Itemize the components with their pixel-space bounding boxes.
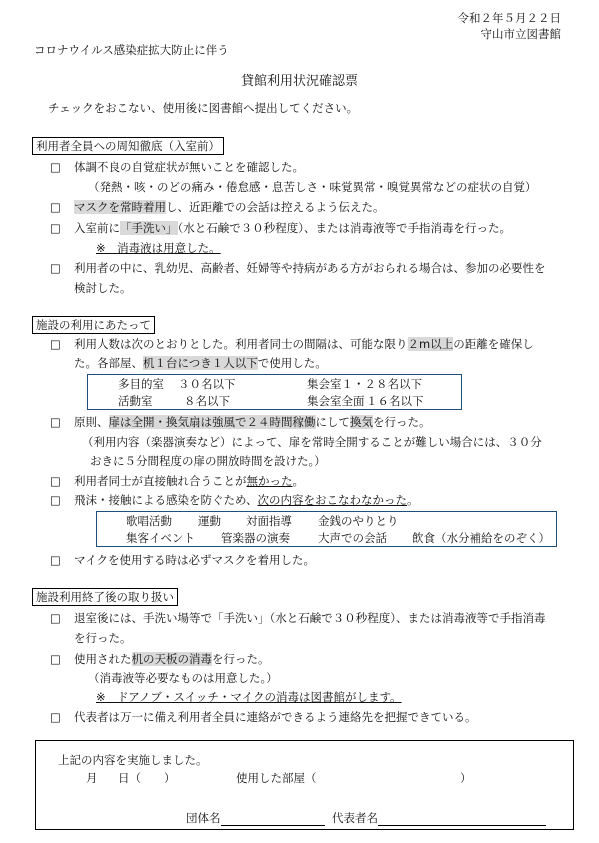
- note-text: ※ 消毒液は用意した。: [96, 241, 221, 255]
- checkbox[interactable]: □: [50, 200, 61, 214]
- activity: 集客イベント: [126, 531, 195, 545]
- issuer-org: 守山市立図書館: [480, 27, 561, 41]
- checklist-item: □ 使用された机の天板の消毒を行った。: [50, 652, 270, 666]
- room-used-label: 使用した部屋（: [236, 771, 317, 785]
- checklist-item: □ 退室後には、手洗い場等で「手洗い」（水と石鹸で３０秒程度）、または消毒液等で手指消毒: [50, 611, 546, 625]
- checkbox[interactable]: □: [50, 652, 61, 666]
- issue-date: 令和２年５月２２日: [457, 11, 561, 25]
- item-subtext: （発熱・咳・のどの痛み・倦怠感・息苦しさ・味覚異常・嗅覚異常などの症状の自覚）: [88, 180, 537, 194]
- room-name: 集会室１・２: [307, 377, 376, 391]
- activity: 飲食（水分補給をのぞく）: [412, 531, 550, 545]
- checklist-item: □ 利用者の中に、乳幼児、高齢者、妊婦等や持病がある方がおられる場合は、参加の必要性を: [50, 261, 546, 275]
- item-subtext: （消毒液等必要なものは用意した。）: [88, 671, 278, 685]
- activity: 金銭のやりとり: [318, 514, 399, 528]
- checkbox[interactable]: □: [50, 493, 61, 507]
- checkbox[interactable]: □: [50, 221, 61, 235]
- checklist-item: □ 利用者同士が直接触れ合うことが無かった。: [50, 474, 304, 488]
- month-label: 月: [86, 771, 98, 785]
- activity: 管楽器の演奏: [221, 531, 290, 545]
- item-continuation: 検討した。: [74, 281, 132, 295]
- day-label: 日（ ）: [118, 771, 176, 785]
- checkbox[interactable]: □: [50, 553, 61, 567]
- room-name: 活動室: [118, 394, 153, 408]
- item-continuation: を行った。: [74, 631, 132, 645]
- checkbox[interactable]: □: [50, 160, 61, 174]
- document-title: 貸館利用状況確認票: [240, 74, 358, 89]
- checklist-item: □ マイクを使用する時は必ずマスクを着用した。: [50, 553, 316, 567]
- section-heading-after-use: 施設利用終了後の取り扱い: [32, 588, 178, 606]
- room-capacity: ８名以下: [376, 377, 422, 391]
- lead-text: コロナウイルス感染症拡大防止に伴う: [34, 43, 229, 57]
- checklist-item: □ 利用人数は次のとおりとした。利用者同士の間隔は、可能な限り２m以上の距離を確保し: [50, 337, 534, 351]
- checkbox[interactable]: □: [50, 474, 61, 488]
- checklist-item: □ 体調不良の自覚症状が無いことを確認した。: [50, 160, 304, 174]
- activity: 大声での会話: [318, 531, 387, 545]
- checklist-item: □ 飛沫・接触による感染を防ぐため、次の内容をおこなわなかった。: [50, 493, 419, 507]
- room-capacity: １６名以下: [366, 394, 424, 408]
- item-continuation: た。各部屋、机１台につき１人以下で使用した。: [74, 356, 327, 370]
- room-used-close: ）: [460, 771, 472, 785]
- activity: 運動: [198, 514, 221, 528]
- checklist-item: □ 代表者は万一に備え利用者全員に連絡ができるよう連絡先を把握できている。: [50, 710, 477, 724]
- checklist-item: □ 原則、扉は全開・換気扇は強風で２４時間稼働にして換気を行った。: [50, 415, 431, 429]
- item-subtext: おきに５分間程度の扉の開放時間を設けた。）: [90, 454, 326, 468]
- checklist-item: □ マスクを常時着用し、近距離での会話は控えるよう伝えた。: [50, 200, 385, 214]
- representative-name-field[interactable]: 代表者名: [332, 810, 546, 826]
- room-name: 集会室全面: [307, 394, 365, 408]
- section-heading-facility: 施設の利用にあたって: [32, 316, 155, 334]
- checkbox[interactable]: □: [50, 337, 61, 351]
- note-text: ※ ドアノブ・スイッチ・マイクの消毒は図書館がします。: [96, 690, 402, 704]
- checkbox[interactable]: □: [50, 710, 61, 724]
- checkbox[interactable]: □: [50, 415, 61, 429]
- checkbox[interactable]: □: [50, 611, 61, 625]
- confirmation-text: 上記の内容を実施しました。: [58, 753, 208, 767]
- group-name-field[interactable]: 団体名: [186, 810, 325, 826]
- activity: 歌唱活動: [126, 514, 172, 528]
- activity: 対面指導: [246, 514, 292, 528]
- checkbox[interactable]: □: [50, 261, 61, 275]
- section-heading-entry: 利用者全員への周知徹底（入室前）: [32, 137, 224, 155]
- room-capacity: ８名以下: [184, 394, 230, 408]
- item-subtext: （利用内容（楽器演奏など）によって、扉を常時全開することが難しい場合には、３０分: [82, 435, 542, 449]
- checklist-item: □ 入室前に「手洗い」（水と石鹸で３０秒程度）、または消毒液等で手指消毒を行った。: [50, 221, 511, 235]
- room-capacity: ３０名以下: [178, 377, 236, 391]
- instruction-text: チェックをおこない、使用後に図書館へ提出してください。: [48, 101, 359, 115]
- room-name: 多目的室: [118, 377, 164, 391]
- header-block: [458, 10, 562, 42]
